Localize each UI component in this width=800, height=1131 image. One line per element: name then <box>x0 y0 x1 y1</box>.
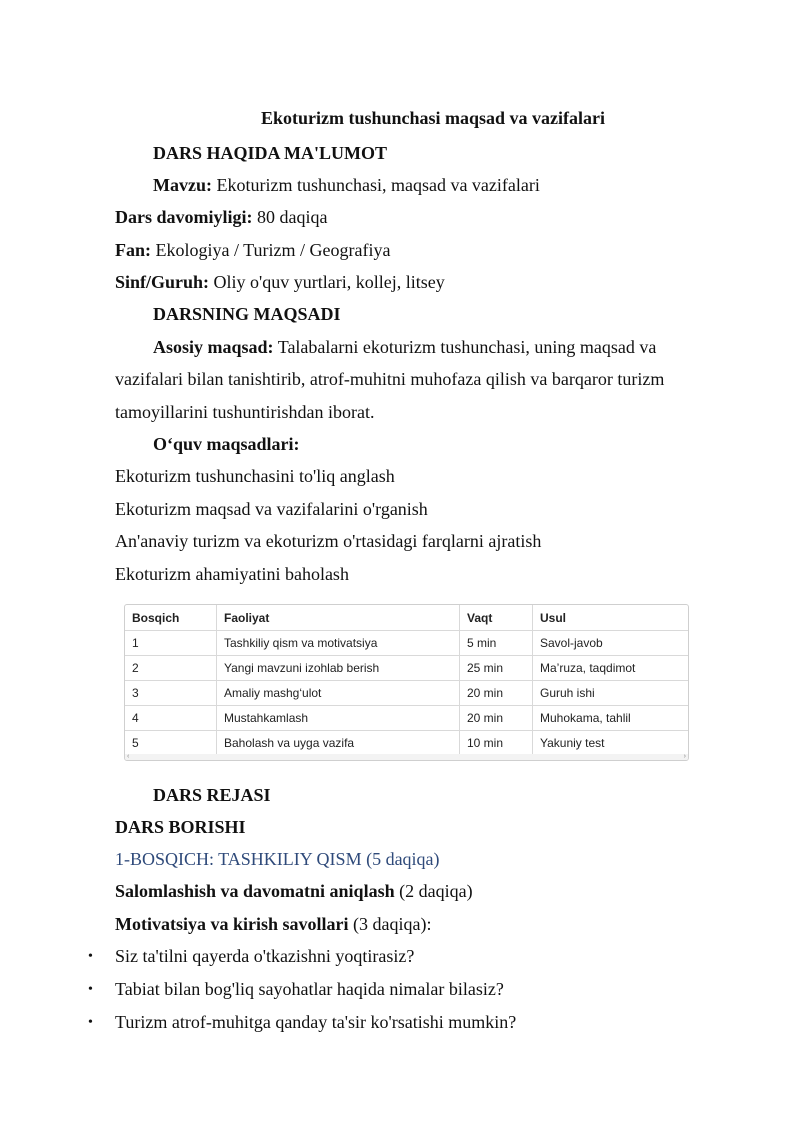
goal-item: Ekoturizm ahamiyatini baholash <box>115 564 349 584</box>
fan-label: Fan: <box>115 240 151 260</box>
step-1-heading: 1-BOSQICH: TASHKILIY QISM (5 daqiqa) <box>115 849 440 869</box>
bullet-icon: • <box>88 1015 93 1030</box>
salom-line <box>115 880 473 902</box>
sinf-value: Oliy o'quv yurtlari, kollej, litsey <box>209 272 445 292</box>
asosiy-text-1: Talabalarni ekoturizm tushunchasi, uning maqsad va <box>273 337 657 357</box>
asosiy-line-1 <box>153 336 656 358</box>
maqsad-heading: DARSNING MAQSADI <box>153 304 341 324</box>
table-cell: 2 <box>125 656 217 681</box>
table-cell: 5 min <box>460 631 533 656</box>
question-item: Tabiat bilan bog'liq sayohatlar haqida nimalar bilasiz? <box>115 979 504 999</box>
goal-item: An'anaviy turizm va ekoturizm o'rtasidagi farqlarni ajratish <box>115 531 542 551</box>
question-item: Turizm atrof-muhitga qanday ta'sir ko'rsatishi mumkin? <box>115 1012 517 1032</box>
table-cell: Tashkiliy qism va motivatsiya <box>217 631 460 656</box>
table-cell: Savol-javob <box>533 631 689 656</box>
asosiy-line-2: vazifalari bilan tanishtirib, atrof-muhitni muhofaza qilish va barqaror turizm <box>115 369 665 389</box>
borishi-heading: DARS BORISHI <box>115 817 246 837</box>
info-heading: DARS HAQIDA MA'LUMOT <box>153 143 388 163</box>
salom-label: Salomlashish va davomatni aniqlash <box>115 881 395 901</box>
table-row <box>125 706 688 731</box>
table-row <box>125 731 688 756</box>
table-cell: Muhokama, tahlil <box>533 706 689 731</box>
table-row <box>125 656 688 681</box>
horizontal-scrollbar[interactable] <box>125 754 688 760</box>
motiv-label: Motivatsiya va kirish savollari <box>115 914 349 934</box>
table-header-cell: Bosqich <box>125 605 217 631</box>
table-cell: Yakuniy test <box>533 731 689 756</box>
davomiylik-label: Dars davomiyligi: <box>115 207 253 227</box>
table-cell: 20 min <box>460 681 533 706</box>
sinf-label: Sinf/Guruh: <box>115 272 210 292</box>
goal-item: Ekoturizm maqsad va vazifalarini o'rganish <box>115 499 428 519</box>
table-cell: 25 min <box>460 656 533 681</box>
question-item: Siz ta'tilni qayerda o'tkazishni yoqtirasiz? <box>115 946 415 966</box>
goal-item: Ekoturizm tushunchasini to'liq anglash <box>115 466 395 486</box>
table-cell: 1 <box>125 631 217 656</box>
table-cell: 20 min <box>460 706 533 731</box>
oquv-heading: O‘quv maqsadlari: <box>153 434 300 454</box>
table-row <box>125 631 688 656</box>
motiv-value: (3 daqiqa): <box>348 914 432 934</box>
bullet-icon: • <box>88 982 93 997</box>
asosiy-label: Asosiy maqsad: <box>153 337 274 357</box>
motiv-line <box>115 913 431 935</box>
scroll-right-icon[interactable]: › <box>683 753 686 760</box>
table-cell: 5 <box>125 731 217 756</box>
table-cell: Ma’ruza, taqdimot <box>533 656 689 681</box>
table-cell: Baholash va uyga vazifa <box>217 731 460 756</box>
scroll-left-icon[interactable]: ‹ <box>127 753 130 760</box>
page-title: Ekoturizm tushunchasi maqsad va vazifalari <box>260 108 606 128</box>
fan-value: Ekologiya / Turizm / Geografiya <box>151 240 391 260</box>
bullet-icon: • <box>88 949 93 964</box>
fan-line <box>115 239 390 261</box>
davomiylik-value: 80 daqiqa <box>252 207 328 227</box>
table-header-row <box>125 605 688 631</box>
table-header-cell: Usul <box>533 605 689 631</box>
lesson-stages-table <box>124 604 689 761</box>
table-header-cell: Faoliyat <box>217 605 460 631</box>
rejasi-heading: DARS REJASI <box>153 785 271 805</box>
table-cell: Yangi mavzuni izohlab berish <box>217 656 460 681</box>
davomiylik-line <box>115 206 327 228</box>
salom-value: (2 daqiqa) <box>394 881 473 901</box>
mavzu-label: Mavzu: <box>153 175 212 195</box>
table-row <box>125 681 688 706</box>
table-cell: 10 min <box>460 731 533 756</box>
mavzu-line <box>153 174 540 196</box>
table-cell: Guruh ishi <box>533 681 689 706</box>
table-cell: 4 <box>125 706 217 731</box>
table-cell: 3 <box>125 681 217 706</box>
sinf-line <box>115 271 445 293</box>
mavzu-value: Ekoturizm tushunchasi, maqsad va vazifalari <box>211 175 540 195</box>
table-header-cell: Vaqt <box>460 605 533 631</box>
table-cell: Mustahkamlash <box>217 706 460 731</box>
table-cell: Amaliy mashg‘ulot <box>217 681 460 706</box>
asosiy-line-3: tamoyillarini tushuntirishdan iborat. <box>115 402 375 422</box>
